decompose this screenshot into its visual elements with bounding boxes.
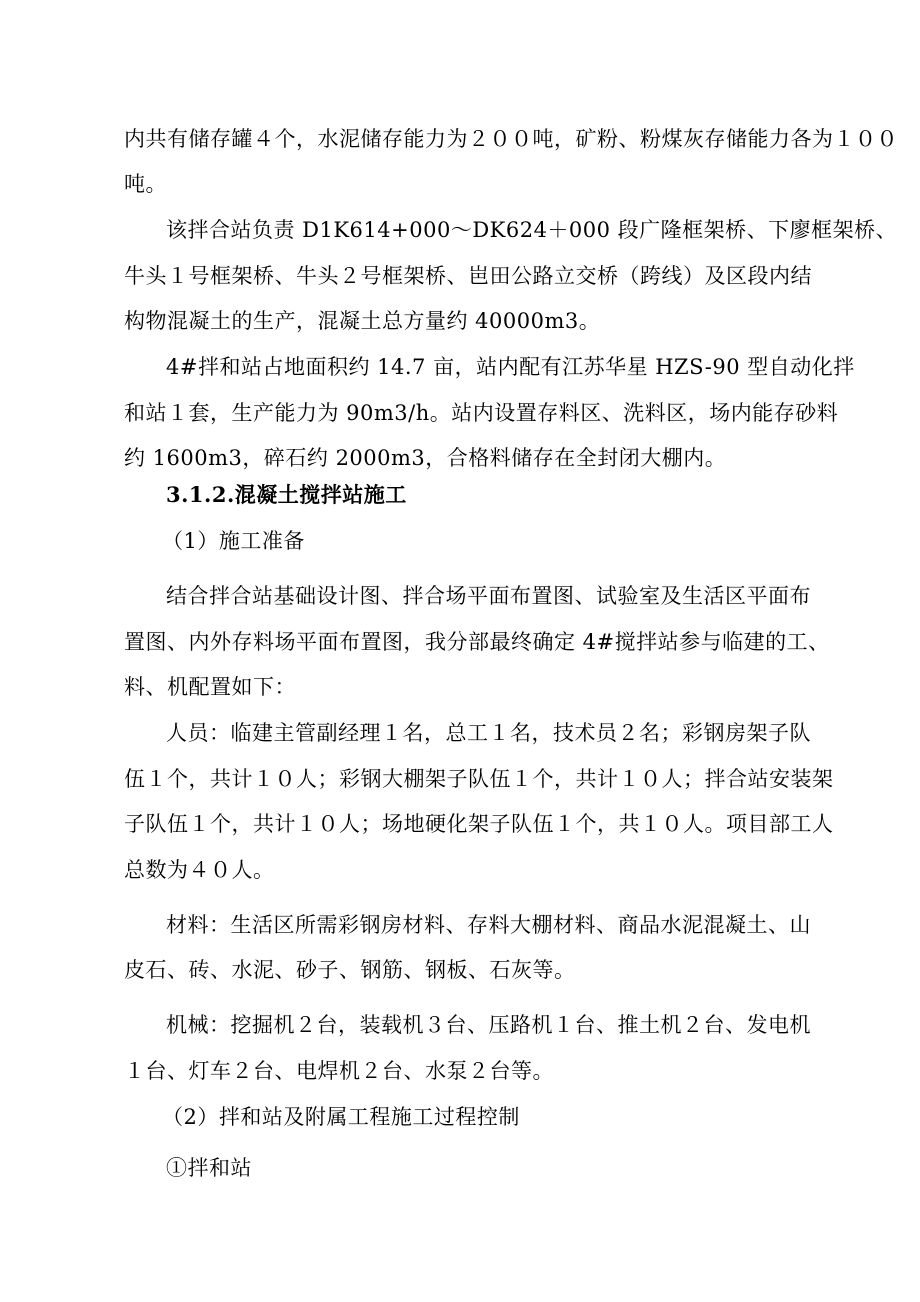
text-line: 伍１个，共计１０人；彩钢大棚架子队伍１个，共计１０人；拌合站安装架 bbox=[124, 767, 834, 791]
text-line: 结合拌合站基础设计图、拌合场平面布置图、试验室及生活区平面布 bbox=[166, 584, 811, 608]
text-line: 人员：临建主管副经理１名，总工１名，技术员２名；彩钢房架子队 bbox=[166, 721, 811, 745]
text-line: 置图、内外存料场平面布置图，我分部最终确定 4#搅拌站参与临建的工、 bbox=[124, 630, 830, 654]
text-line: 牛头１号框架桥、牛头２号框架桥、岜田公路立交桥（跨线）及区段内结 bbox=[124, 264, 812, 288]
subheading: （2）拌和站及附属工程施工过程控制 bbox=[162, 1105, 520, 1129]
text-line: 和站１套，生产能力为 90m3/h。站内设置存料区、洗料区，场内能存砂料 bbox=[124, 401, 839, 425]
text-line: 材料：生活区所需彩钢房材料、存料大棚材料、商品水泥混凝土、山 bbox=[166, 913, 811, 937]
text-line: 总数为４０人。 bbox=[124, 858, 275, 882]
text-line: 机械：挖掘机２台，装载机３台、压路机１台、推土机２台、发电机 bbox=[166, 1013, 811, 1037]
section-heading: 3.1.2.混凝土搅拌站施工 bbox=[166, 482, 407, 507]
text-line: 子队伍１个，共计１０人；场地硬化架子队伍１个，共１０人。项目部工人 bbox=[124, 812, 834, 836]
text-line: 该拌合站负责 D1K614+000～DK624＋000 段广隆框架桥、下廖框架桥、 bbox=[166, 218, 898, 242]
text-line: １台、灯车２台、电焊机２台、水泵２台等。 bbox=[124, 1059, 554, 1083]
text-line: 内共有储存罐４个，水泥储存能力为２００吨，矿粉、粉煤灰存储能力各为１００ bbox=[124, 127, 898, 151]
text-line: 皮石、砖、水泥、砂子、钢筋、钢板、石灰等。 bbox=[124, 958, 576, 982]
text-line: 构物混凝土的生产，混凝土总方量约 40000m3。 bbox=[124, 309, 601, 333]
text-line: 4#拌和站占地面积约 14.7 亩，站内配有江苏华星 HZS-90 型自动化拌 bbox=[166, 355, 855, 379]
text-line: 约 1600m3，碎石约 2000m3，合格料储存在全封闭大棚内。 bbox=[124, 446, 727, 470]
text-line: 料、机配置如下： bbox=[124, 675, 296, 699]
list-item: ①拌和站 bbox=[166, 1156, 252, 1180]
text-line: 吨。 bbox=[124, 172, 167, 196]
subheading: （1）施工准备 bbox=[162, 529, 305, 553]
